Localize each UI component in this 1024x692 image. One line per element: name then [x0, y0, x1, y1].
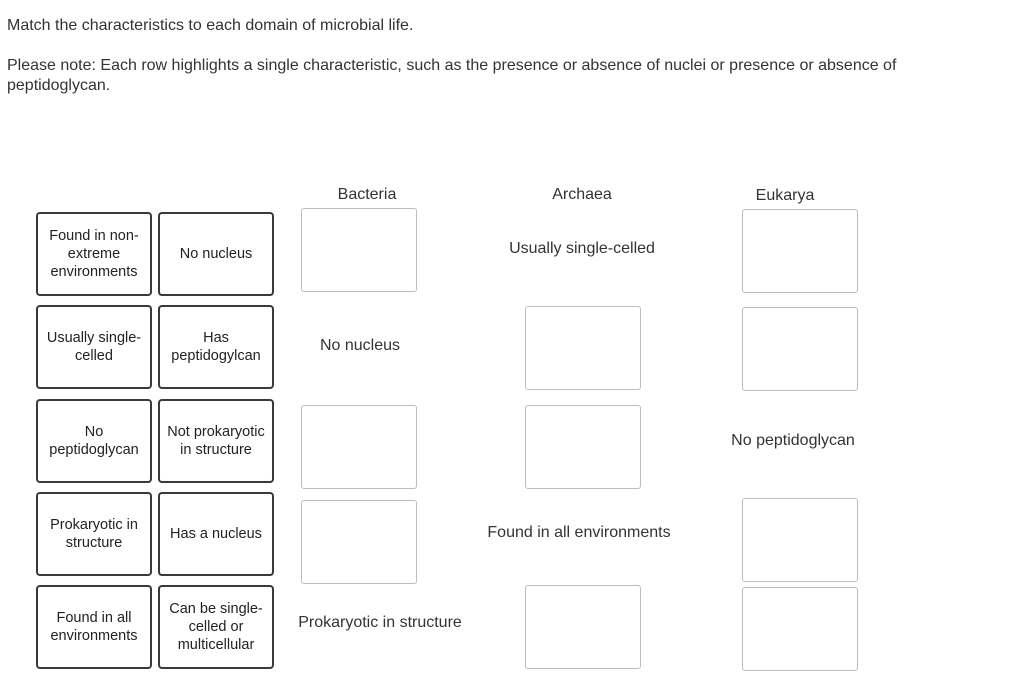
chip-found-in-non-extreme-environments[interactable]: Found in non-extreme environments — [37, 213, 151, 295]
chip-usually-single-celled[interactable]: Usually single-celled — [37, 306, 151, 388]
chip-prokaryotic-in-structure[interactable]: Prokaryotic in structure — [37, 493, 151, 575]
drop-slot-archaea-row5[interactable] — [525, 585, 641, 669]
instruction-note: Please note: Each row highlights a single characteristic, such as the presence or absence of nuclei or presence or absence of peptidoglycan. — [7, 57, 897, 94]
placed-answer-eukarya-row3[interactable]: No peptidoglycan — [731, 432, 855, 449]
drop-slot-eukarya-row4[interactable] — [742, 498, 858, 582]
drop-slot-archaea-row3[interactable] — [525, 405, 641, 489]
placed-answer-archaea-row1[interactable]: Usually single-celled — [509, 240, 655, 257]
column-header-eukarya: Eukarya — [755, 187, 815, 204]
drop-slot-eukarya-row1[interactable] — [742, 209, 858, 293]
chip-no-peptidoglycan[interactable]: No peptidoglycan — [37, 400, 151, 482]
placed-answer-bacteria-row5[interactable]: Prokaryotic in structure — [298, 614, 462, 631]
drop-slot-bacteria-row1[interactable] — [301, 208, 417, 292]
chip-found-in-all-environments[interactable]: Found in all environments — [37, 586, 151, 668]
drop-slot-bacteria-row3[interactable] — [301, 405, 417, 489]
instruction-text: Match the characteristics to each domain of microbial life. — [7, 17, 414, 34]
chip-no-nucleus[interactable]: No nucleus — [159, 213, 273, 295]
column-header-bacteria: Bacteria — [337, 186, 397, 203]
chip-has-peptidoglycan[interactable]: Has peptidogylcan — [159, 306, 273, 388]
chip-can-be-single-celled-or-multicellular[interactable]: Can be single-celled or multicellular — [159, 586, 273, 668]
drop-slot-bacteria-row4[interactable] — [301, 500, 417, 584]
placed-answer-archaea-row4[interactable]: Found in all environments — [487, 524, 671, 541]
placed-answer-bacteria-row2[interactable]: No nucleus — [319, 337, 401, 354]
chip-has-a-nucleus[interactable]: Has a nucleus — [159, 493, 273, 575]
drop-slot-eukarya-row5[interactable] — [742, 587, 858, 671]
chip-not-prokaryotic-in-structure[interactable]: Not prokaryotic in structure — [159, 400, 273, 482]
drop-slot-eukarya-row2[interactable] — [742, 307, 858, 391]
drop-slot-archaea-row2[interactable] — [525, 306, 641, 390]
column-header-archaea: Archaea — [552, 186, 612, 203]
